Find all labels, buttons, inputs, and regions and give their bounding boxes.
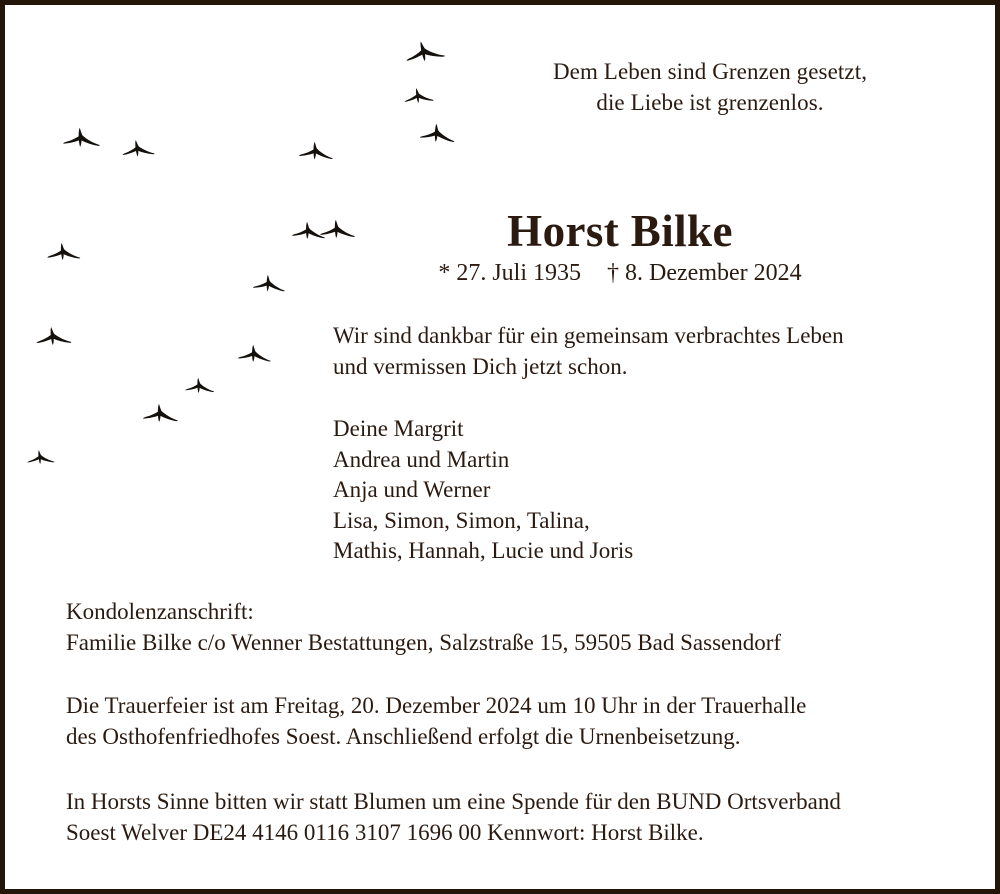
motto bbox=[500, 56, 920, 118]
bird-icon bbox=[419, 122, 457, 144]
ceremony-line-1: Die Trauerfeier ist am Freitag, 20. Dezember 2024 um 10 Uhr in der Trauerhalle bbox=[66, 693, 807, 718]
life-dates bbox=[330, 258, 910, 288]
bird-icon bbox=[143, 403, 180, 424]
condolence-address-line: Familie Bilke c/o Wenner Bestattungen, Salzstraße 15, 59505 Bad Sassendorf bbox=[66, 630, 782, 655]
ceremony-details bbox=[66, 690, 956, 752]
thanks-line-1: Wir sind dankbar für ein gemeinsam verbrachtes Leben bbox=[333, 323, 844, 348]
birth-date: 27. Juli 1935 bbox=[456, 260, 582, 286]
thanks-message bbox=[333, 320, 933, 382]
death-date: 8. Dezember 2024 bbox=[625, 260, 802, 286]
bird-icon bbox=[252, 274, 286, 294]
condolence-heading: Kondolenzanschrift: bbox=[66, 599, 254, 624]
bird-icon bbox=[63, 127, 102, 148]
bird-icon bbox=[122, 139, 156, 158]
motto-line-2: die Liebe ist grenzenlos. bbox=[596, 90, 824, 115]
bird-icon bbox=[185, 377, 216, 394]
bird-icon bbox=[404, 38, 447, 64]
donation-line-1: In Horsts Sinne bitten wir statt Blumen um eine Spende für den BUND Ortsverband bbox=[66, 789, 841, 814]
death-symbol: † bbox=[607, 260, 620, 286]
bird-icon bbox=[27, 450, 55, 466]
family-line: Anja und Werner bbox=[333, 477, 491, 502]
bird-icon bbox=[298, 141, 334, 162]
bird-icon bbox=[47, 243, 81, 261]
bird-icon bbox=[237, 344, 272, 364]
donation-line-2: Soest Welver DE24 4146 0116 3107 1696 00 Kennwort: Horst Bilke. bbox=[66, 820, 704, 845]
birth-symbol: * bbox=[438, 260, 451, 286]
family-line: Deine Margrit bbox=[333, 416, 464, 441]
donation-request bbox=[66, 786, 966, 848]
ceremony-line-2: des Osthofenfriedhofes Soest. Anschließend erfolgt die Urnenbeisetzung. bbox=[66, 724, 741, 749]
deceased-name: Horst Bilke bbox=[507, 206, 733, 256]
condolence-address bbox=[66, 596, 946, 658]
family-line: Lisa, Simon, Simon, Talina, bbox=[333, 507, 590, 533]
bird-icon bbox=[292, 221, 327, 240]
bird-icon bbox=[36, 326, 73, 346]
thanks-line-2: und vermissen Dich jetzt schon. bbox=[333, 354, 628, 379]
family-members bbox=[333, 414, 753, 567]
bird-icon bbox=[403, 87, 434, 105]
family-line: Mathis, Hannah, Lucie und Joris bbox=[333, 538, 634, 563]
motto-line-1: Dem Leben sind Grenzen gesetzt, bbox=[552, 59, 868, 84]
family-line: Andrea und Martin bbox=[333, 446, 510, 472]
